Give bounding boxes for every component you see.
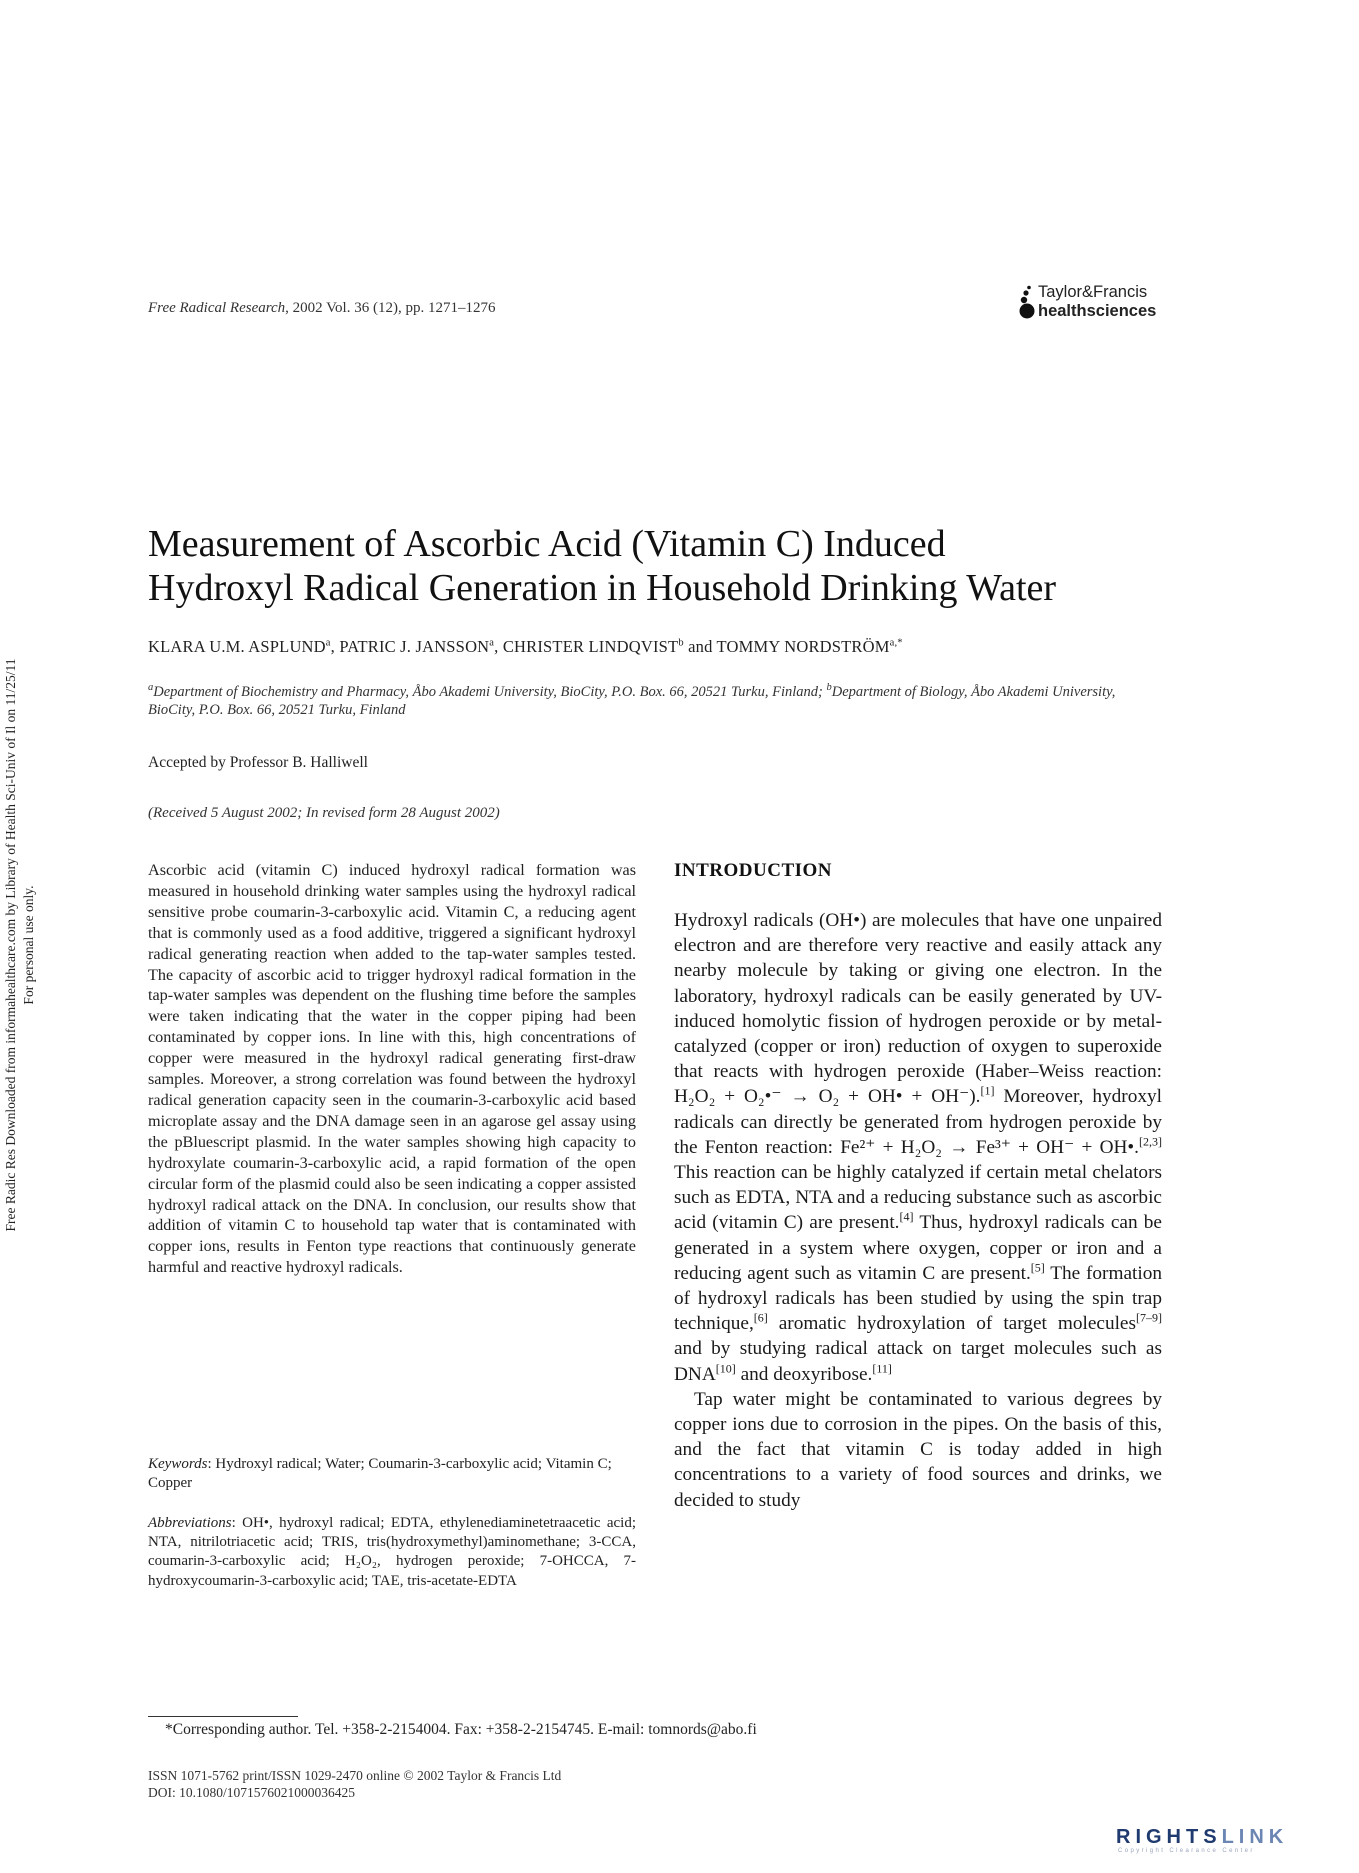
author-name: CHRISTER LINDQVIST <box>502 637 679 656</box>
article-title <box>148 522 1228 610</box>
corresponding-author-footnote: *Corresponding author. Tel. +358-2-2154004. Fax: +358-2-2154745. E-mail: tomnords@abo.fi <box>165 1721 757 1738</box>
affiliations <box>148 683 1148 719</box>
intro-text: and by studying radical attack on target molecules such as DNA <box>674 1338 1162 1385</box>
title-line-2: Hydroxyl Radical Generation in Household Drinking Water <box>148 567 1057 609</box>
intro-text: Moreover, hydroxyl radicals can directly be generated from hydrogen peroxide by the Fenton reaction: Fe²⁺ + H₂O₂ → Fe³⁺ + OH⁻ + OH•. <box>674 1086 1162 1158</box>
publisher-logo <box>1018 283 1168 323</box>
introduction-paragraph <box>674 908 1162 1387</box>
download-note-line2: For personal use only. <box>21 885 36 1005</box>
affiliation-mark: a <box>148 682 154 694</box>
citation-ref[interactable]: [4] <box>899 1210 914 1225</box>
citation-ref[interactable]: [1] <box>980 1084 995 1098</box>
doi-line[interactable]: DOI: 10.1080/1071576021000036425 <box>148 1785 355 1800</box>
publisher-name: Taylor&Francis <box>1038 283 1148 301</box>
intro-text: Thus, hydroxyl radicals can be generated in a system where oxygen, copper or iron and a reducing agent such as vitamin C are present. <box>674 1212 1162 1284</box>
rightslink-word-rights: RIGHTS <box>1116 1826 1222 1848</box>
citation-ref[interactable]: [5] <box>1030 1260 1045 1275</box>
rightslink-logo[interactable] <box>1116 1826 1346 1858</box>
intro-text: The formation of hydroxyl radicals has been studied by using the spin trap technique, <box>674 1262 1162 1335</box>
intro-text: aromatic hydroxylation of target molecules <box>767 1313 1136 1335</box>
rightslink-wordmark <box>1116 1826 1288 1849</box>
accepted-by: Accepted by Professor B. Halliwell <box>148 754 368 771</box>
keywords <box>148 1455 636 1493</box>
author-name: TOMMY NORDSTRÖM <box>716 637 890 656</box>
footnote-divider <box>148 1716 298 1717</box>
author-name: KLARA U.M. ASPLUND <box>148 637 326 656</box>
title-line-1: Measurement of Ascorbic Acid (Vitamin C) Induced <box>148 523 946 565</box>
download-note-line1: Free Radic Res Downloaded from informahealthcare.com by Library of Health Sci-Univ of Il on 11/25/11 <box>3 658 18 1232</box>
introduction-paragraph: Tap water might be contaminated to various degrees by copper ions due to corrosion in the pipes. On the basis of this, and the fact that vitamin C is today added in high concentrations to a variety of food sources and drinks, we decided to study <box>674 1388 1162 1511</box>
journal-name: Free Radical Research <box>148 300 286 316</box>
received-dates: (Received 5 August 2002; In revised form 28 August 2002) <box>148 805 500 821</box>
publisher-logo-dots-icon <box>1018 285 1036 319</box>
citation-ref[interactable]: [10] <box>715 1361 736 1376</box>
affiliation-b: Department of Biology, Åbo Akademi University, BioCity, P.O. Box. 66, 20521 Turku, Finland <box>148 684 1116 718</box>
affiliation-mark: b <box>826 682 832 694</box>
citation-ref[interactable]: [6] <box>753 1310 768 1325</box>
journal-volume: , 2002 Vol. 36 (12), pp. 1271–1276 <box>285 300 496 316</box>
introduction-body <box>674 908 1162 1513</box>
journal-citation <box>148 300 495 317</box>
author-list <box>148 637 903 657</box>
author-separator: and <box>683 637 717 656</box>
author-separator: , <box>330 637 340 656</box>
intro-text: This reaction can be highly catalyzed if certain metal chelators such as EDTA, NTA and a reducing substance such as ascorbic acid (vitamin C) are present. <box>674 1162 1162 1234</box>
intro-text: Hydroxyl radicals (OH•) are molecules that have one unpaired electron and are therefore very reactive and easily attack any nearby molecule by taking or giving one electron. In the laboratory, hydroxyl radicals can be easily generated by UV-induced homolytic fission of hydrogen peroxide or by metal-catalyzed (copper or iron) reduction of oxygen to superoxide that reacts with hydrogen peroxide (Haber–Weiss reaction: H₂O₂ + O₂•⁻ → O₂ + OH• + OH⁻). <box>674 910 1162 1108</box>
rightslink-word-link: LINK <box>1221 1826 1289 1848</box>
abbreviations-label: Abbreviations <box>148 1515 232 1531</box>
keywords-text: : Hydroxyl radical; Water; Coumarin-3-carboxylic acid; Vitamin C; Copper <box>148 1456 612 1491</box>
keywords-label: Keywords <box>148 1456 208 1472</box>
issn-line: ISSN 1071-5762 print/ISSN 1029-2470 online © 2002 Taylor & Francis Ltd <box>148 1768 562 1783</box>
author-affiliation-mark: a <box>489 637 495 649</box>
author-affiliation-mark: a,* <box>889 637 903 649</box>
author-affiliation-mark: a <box>325 637 331 649</box>
citation-ref[interactable]: [11] <box>872 1361 892 1376</box>
abbreviations <box>148 1514 636 1591</box>
abstract: Ascorbic acid (vitamin C) induced hydroxyl radical formation was measured in household drinking water samples using the hydroxyl radical sensitive probe coumarin-3-carboxylic acid. Vitamin C, a reducing agent that is commonly used as a food additive, triggered a significant hydroxyl radical generating reaction when added to the tap-water samples tested. The capacity of ascorbic acid to trigger hydroxyl radical formation in the tap-water samples was dependent on the flushing time before the samples were taken indicating that the water in the copper piping had been contaminated by copper ions. In line with this, high concentrations of copper were measured in the hydroxyl radical generating first-draw samples. Moreover, a strong correlation was found between the hydroxyl radical generation capacity seen in the coumarin-3-carboxylic acid based microplate assay and the DNA damage seen in an agarose gel assay using the pBluescript plasmid. In the water samples showing high capacity to hydroxylate coumarin-3-carboxylic acid, a rapid formation of the open circular form of the plasmid could also be seen indicating a copper assisted hydroxyl radical attack on the DNA. In conclusion, our results show that addition of vitamin C to household tap water that is contaminated with copper ions, results in Fenton type reactions that continuously generate harmful and reactive hydroxyl radicals. <box>148 861 636 1277</box>
author-separator: , <box>494 637 503 656</box>
author-name: PATRIC J. JANSSON <box>339 637 490 656</box>
citation-ref[interactable]: [7–9] <box>1136 1310 1162 1325</box>
download-watermark <box>2 585 50 1305</box>
publisher-division: healthsciences <box>1038 302 1157 320</box>
issn-doi <box>148 1767 561 1801</box>
rightslink-subtext: Copyright Clearance Center <box>1118 1848 1255 1854</box>
citation-ref[interactable]: [2,3] <box>1139 1134 1162 1149</box>
abbreviations-text: : OH•, hydroxyl radical; EDTA, ethylenediaminetetraacetic acid; NTA, nitrilotriacetic acid; TRIS, tris(hydroxymethyl)aminomethane; 3-CCA, coumarin-3-carboxylic acid; H₂O₂, hydrogen peroxide; 7-OHCCA, 7-hydroxycoumarin-3-carboxylic acid; TAE, tris-acetate-EDTA <box>148 1515 636 1589</box>
intro-text: and deoxyribose. <box>735 1363 873 1385</box>
section-heading-introduction: INTRODUCTION <box>674 860 833 881</box>
author-affiliation-mark: b <box>678 637 684 649</box>
affiliation-a: Department of Biochemistry and Pharmacy, Åbo Akademi University, BioCity, P.O. Box. 66, 20521 Turku, Finland; <box>153 684 827 700</box>
